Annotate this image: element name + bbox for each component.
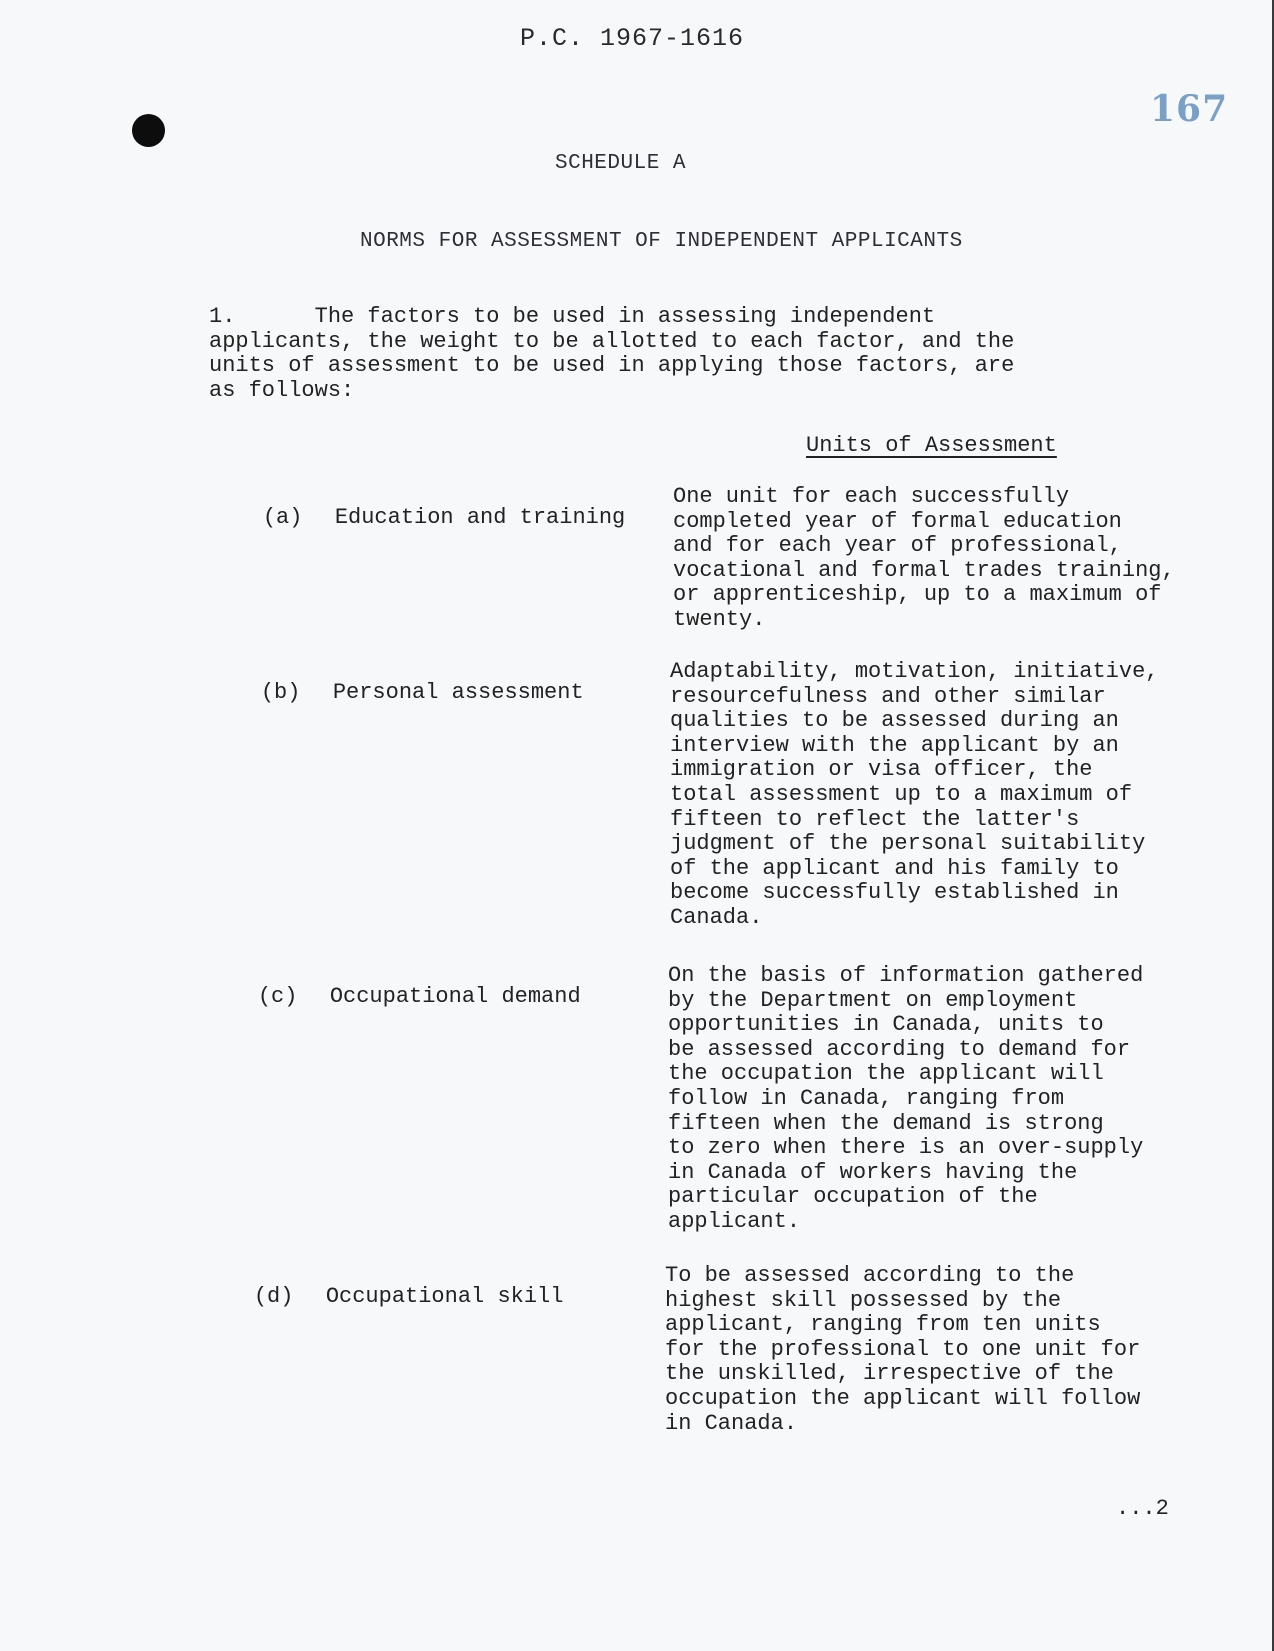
factor-label-b: [208, 655, 584, 730]
factor-name: Occupational demand: [329, 984, 581, 1009]
description-line: occupation the applicant will follow: [665, 1385, 1141, 1411]
intro-line: as follows:: [209, 377, 355, 403]
description-line: or apprenticeship, up to a maximum of: [673, 582, 1162, 608]
factor-letter: (a): [262, 505, 303, 530]
schedule-title: SCHEDULE A: [555, 152, 687, 175]
description-line: interview with the applicant by an: [670, 732, 1119, 758]
description-line: fifteen when the demand is strong: [668, 1110, 1104, 1136]
factor-letter: (b): [260, 680, 301, 705]
page-continuation-marker: ...2: [1116, 1496, 1169, 1521]
description-line: applicant, ranging from ten units: [665, 1312, 1101, 1338]
factor-description-a: [673, 485, 1233, 633]
description-line: by the Department on employment: [668, 987, 1078, 1013]
description-line: fifteen to reflect the latter's: [670, 806, 1080, 832]
description-line: Canada.: [670, 904, 763, 930]
factor-label-d: [201, 1259, 563, 1334]
factor-name: Education and training: [334, 505, 626, 530]
description-line: in Canada.: [665, 1410, 798, 1436]
intro-line: units of assessment to be used in applying those factors, are: [209, 353, 1015, 378]
description-line: be assessed according to demand for: [668, 1036, 1131, 1062]
description-line: resourcefulness and other similar: [670, 683, 1106, 709]
description-line: twenty.: [673, 606, 766, 632]
description-line: of the applicant and his family to: [670, 855, 1119, 881]
description-line: vocational and formal trades training,: [673, 557, 1175, 583]
description-line: in Canada of workers having the: [668, 1159, 1078, 1185]
description-line: the unskilled, irrespective of the: [665, 1361, 1114, 1387]
intro-paragraph: [209, 305, 1149, 403]
description-line: for the professional to one unit for: [665, 1336, 1141, 1362]
description-line: One unit for each successfully: [673, 484, 1070, 509]
order-in-council-number: P.C. 1967-1616: [520, 24, 745, 53]
factor-letter: (d): [253, 1284, 294, 1309]
factor-label-a: [210, 480, 625, 555]
description-line: highest skill possessed by the: [665, 1287, 1062, 1313]
description-line: the occupation the applicant will: [668, 1061, 1104, 1087]
norms-title: NORMS FOR ASSESSMENT OF INDEPENDENT APPLICANTS: [360, 230, 963, 253]
intro-line: 1. The factors to be used in assessing independent: [209, 304, 936, 329]
factor-letter: (c): [257, 984, 298, 1009]
description-line: applicant.: [668, 1208, 801, 1234]
factor-description-c: [668, 964, 1228, 1235]
intro-line: applicants, the weight to be allotted to each factor, and the: [209, 328, 1015, 354]
description-line: Adaptability, motivation, initiative,: [670, 659, 1159, 684]
punch-hole: [132, 114, 165, 147]
description-line: completed year of formal education: [673, 508, 1122, 534]
description-line: immigration or visa officer, the: [670, 757, 1093, 783]
description-line: follow in Canada, ranging from: [668, 1085, 1065, 1111]
description-line: opportunities in Canada, units to: [668, 1012, 1104, 1038]
description-line: judgment of the personal suitability: [670, 831, 1146, 857]
description-line: to zero when there is an over-supply: [668, 1135, 1144, 1161]
description-line: On the basis of information gathered: [668, 963, 1144, 988]
description-line: qualities to be assessed during an: [670, 708, 1119, 734]
units-of-assessment-heading: Units of Assessment: [806, 433, 1057, 458]
factor-name: Occupational skill: [325, 1284, 564, 1309]
factor-label-c: [205, 959, 581, 1034]
factor-description-d: [665, 1264, 1225, 1436]
description-line: and for each year of professional,: [673, 533, 1122, 559]
description-line: become successfully established in: [670, 880, 1119, 906]
factor-name: Personal assessment: [332, 680, 584, 705]
description-line: To be assessed according to the: [665, 1263, 1075, 1288]
page-stamp-number: 167: [1150, 88, 1229, 130]
factor-description-b: [670, 660, 1230, 931]
description-line: particular occupation of the: [668, 1184, 1038, 1210]
description-line: total assessment up to a maximum of: [670, 781, 1133, 807]
